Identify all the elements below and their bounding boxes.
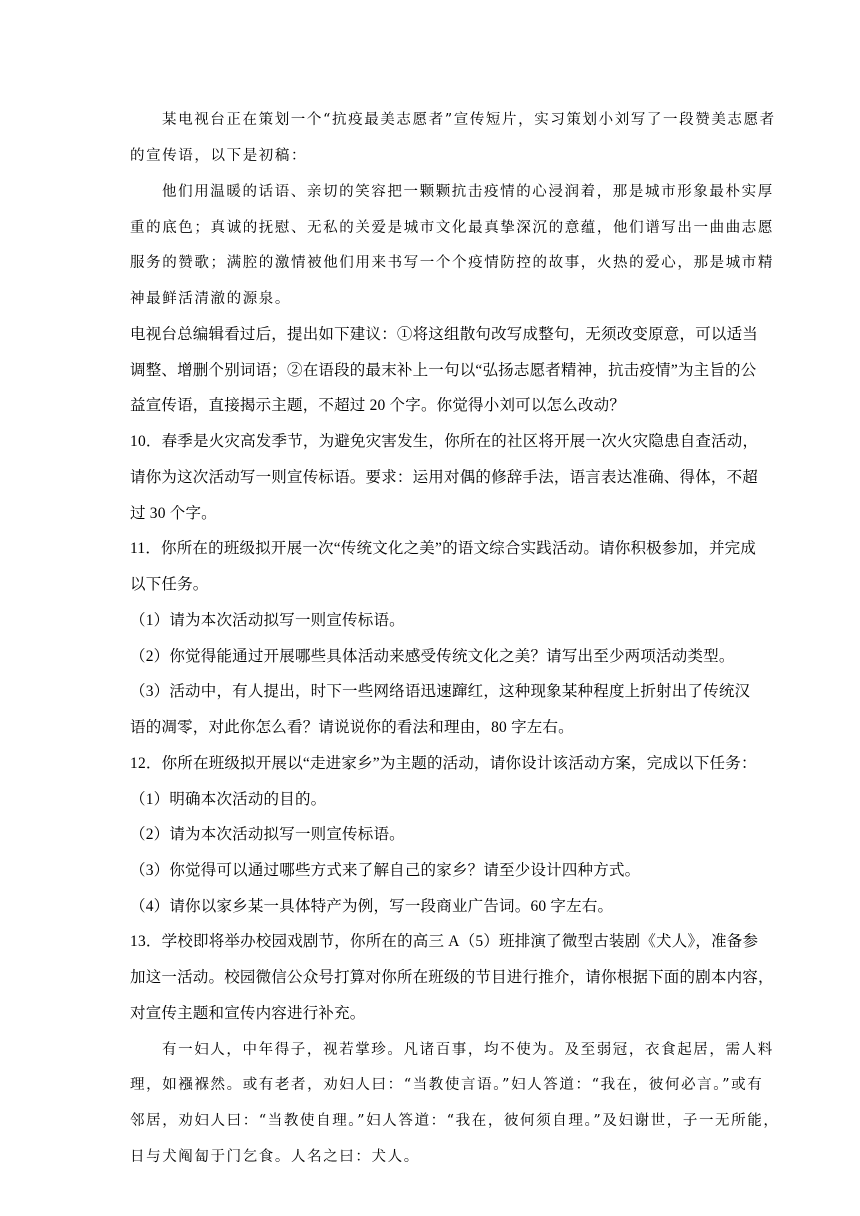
intro-line-2: 的宣传语，以下是初稿： bbox=[130, 148, 308, 164]
q11-item-3-line-1: （3）活动中，有人提出，时下一些网络语迅速蹿红，这种现象某种程度上折射出了传统汉 bbox=[130, 683, 751, 700]
story-line-4: 日与犬阄匐于门乞食。人名之曰：犬人。 bbox=[130, 1149, 420, 1165]
q10-line-1: 10．春季是火灾高发季节，为避免灾害发生，你所在的社区将开展一次火灾隐患自查活动， bbox=[130, 433, 759, 450]
q12-item-4: （4）请你以家乡某一具体特产为例，写一段商业广告词。60 字左右。 bbox=[130, 898, 614, 915]
draft-line-3: 服务的赞歌；满腔的激情被他们用来书写一个个疫情防控的故事，火热的爱心，那是城市精 bbox=[130, 255, 774, 271]
draft-line-2: 重的底色；真诚的抚慰、无私的关爱是城市文化最真挚深沉的意蕴，他们谱写出一曲曲志愿 bbox=[130, 220, 774, 236]
q13-line-2: 加这一活动。校园微信公众号打算对你所在班级的节目进行推介，请你根据下面的剧本内容， bbox=[130, 969, 774, 986]
editor-line-1: 电视台总编辑看过后，提出如下建议：①将这组散句改写成整句，无须改变原意，可以适当 bbox=[130, 326, 759, 343]
q11-line-1: 11．你所在的班级拟开展一次“传统文化之美”的语文综合实践活动。请你积极参加，并完成 bbox=[130, 540, 757, 557]
q12-item-1: （1）明确本次活动的目的。 bbox=[130, 791, 327, 808]
q12-item-2: （2）请为本次活动拟写一则宣传标语。 bbox=[130, 826, 405, 843]
q12-item-3: （3）你觉得可以通过哪些方式来了解自己的家乡？请至少设计四种方式。 bbox=[130, 862, 641, 879]
q13-line-1: 13．学校即将举办校园戏剧节，你所在的高三 A（5）班排演了微型古装剧《犬人》，准备参 bbox=[130, 933, 759, 950]
story-line-2: 理，如襁褓然。或有老者，劝妇人曰：“当教使言语。”妇人答道：“我在，彼何必言。”或有 bbox=[130, 1077, 764, 1093]
intro-line-1: 某电视台正在策划一个“抗疫最美志愿者”宣传短片，实习策划小刘写了一段赞美志愿者 bbox=[162, 112, 776, 128]
q10-line-3: 过 30 个字。 bbox=[130, 505, 217, 522]
q12-line-1: 12．你所在班级拟开展以“走进家乡”为主题的活动，请你设计该活动方案，完成以下任务： bbox=[130, 755, 757, 772]
q11-line-2: 以下任务。 bbox=[130, 576, 209, 593]
draft-line-4: 神最鲜活清澈的源泉。 bbox=[130, 291, 291, 307]
editor-line-2: 调整、增删个别词语；②在语段的最末补上一句以“弘扬志愿者精神，抗击疫情”为主旨的公 bbox=[130, 362, 757, 379]
draft-line-1: 他们用温暖的话语、亲切的笑容把一颗颗抗击疫情的心浸润着，那是城市形象最朴实厚 bbox=[162, 184, 774, 200]
q11-item-3-line-2: 语的凋零，对此你怎么看？请说说你的看法和理由，80 字左右。 bbox=[130, 719, 574, 736]
story-line-1: 有一妇人，中年得子，视若掌珍。凡诸百事，均不使为。及至弱冠，衣食起居，需人料 bbox=[162, 1042, 774, 1058]
q10-line-2: 请你为这次活动写一则宣传标语。要求：运用对偶的修辞手法，语言表达准确、得体，不超 bbox=[130, 469, 759, 486]
story-line-3: 邻居，劝妇人曰：“当教使自理。”妇人答道：“我在，彼何须自理。”及妇谢世，子一无所能， bbox=[130, 1113, 780, 1129]
q11-item-1: （1）请为本次活动拟写一则宣传标语。 bbox=[130, 612, 405, 629]
editor-line-3: 益宣传语，直接揭示主题，不超过 20 个字。你觉得小刘可以怎么改动？ bbox=[130, 397, 626, 414]
q13-line-3: 对宣传主题和宣传内容进行补充。 bbox=[130, 1005, 366, 1022]
q11-item-2: （2）你觉得能通过开展哪些具体活动来感受传统文化之美？请写出至少两项活动类型。 bbox=[130, 648, 735, 665]
